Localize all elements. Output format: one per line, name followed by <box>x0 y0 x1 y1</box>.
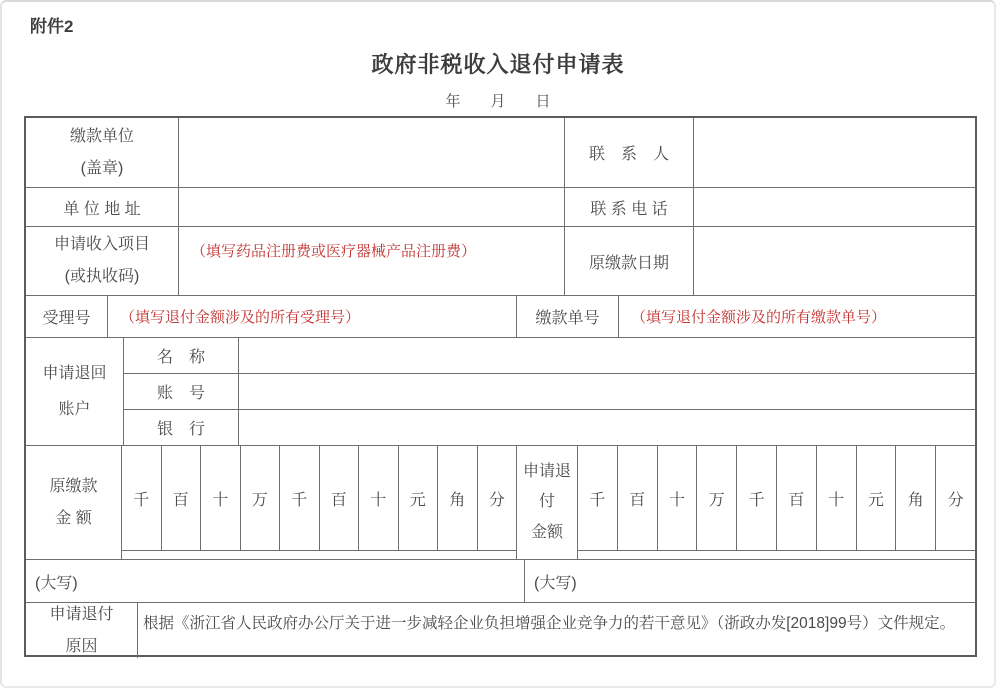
original-amount-digit-grid <box>122 446 517 559</box>
unit-address-label: 单 位 地 址 <box>26 188 179 226</box>
original-amount-label: 原缴款 金 额 <box>26 446 122 559</box>
row-refund-reason <box>26 603 975 658</box>
contact-person-value[interactable] <box>694 118 975 187</box>
refund-amount-label: 申请退 付 金额 <box>517 446 578 559</box>
original-amount-digit-yuan: 元 <box>399 446 439 550</box>
refund-amount-digit-bai1: 百 <box>618 446 658 550</box>
attachment-label: 附件2 <box>30 17 74 36</box>
original-amount-digit-bai2: 百 <box>320 446 360 550</box>
refund-amount-digit-grid <box>578 446 975 559</box>
account-number-value[interactable] <box>239 374 975 409</box>
original-amount-words[interactable]: (大写) <box>26 560 525 602</box>
account-number-label: 账 号 <box>124 374 239 409</box>
refund-amount-digit-yuan: 元 <box>857 446 897 550</box>
original-amount-digit-jiao: 角 <box>438 446 478 550</box>
original-amount-digit-shi2: 十 <box>359 446 399 550</box>
row-payer-unit <box>26 118 975 188</box>
row-income-item <box>26 227 975 296</box>
refund-amount-digit-bai2: 百 <box>777 446 817 550</box>
page-title: 政府非税收入退付申请表 <box>371 52 625 77</box>
payment-doc-no-hint[interactable]: （填写退付金额涉及的所有缴款单号） <box>631 309 887 326</box>
original-amount-digit-wan: 万 <box>241 446 281 550</box>
acceptance-no-label: 受理号 <box>26 296 108 337</box>
refund-application-table <box>24 116 977 657</box>
payer-unit-value[interactable] <box>179 118 565 187</box>
refund-amount-digit-qian1: 千 <box>578 446 618 550</box>
original-amount-digit-qian1: 千 <box>122 446 162 550</box>
refund-amount-digit-shi1: 十 <box>658 446 698 550</box>
refund-reason-label: 申请退付 原因 <box>26 603 138 658</box>
refund-account-label: 申请退回 账户 <box>26 338 124 445</box>
account-bank-value[interactable] <box>239 410 975 445</box>
income-item-hint[interactable]: （填写药品注册费或医疗器械产品注册费） <box>179 227 565 295</box>
contact-phone-label: 联 系 电 话 <box>565 188 694 226</box>
account-name-value[interactable] <box>239 338 975 373</box>
original-payment-date-label: 原缴款日期 <box>565 227 694 295</box>
refund-amount-digit-shi2: 十 <box>817 446 857 550</box>
refund-reason-text: 根据《浙江省人民政府办公厅关于进一步减轻企业负担增强企业竞争力的若干意见》（浙政办发[2018]99号）文件规定。 <box>143 615 956 632</box>
original-payment-date-value[interactable] <box>694 227 975 295</box>
refund-amount-digit-fen: 分 <box>947 491 964 509</box>
refund-amount-digit-wan: 万 <box>697 446 737 550</box>
row-refund-account <box>26 338 975 446</box>
original-amount-digit-qian2: 千 <box>280 446 320 550</box>
unit-address-value[interactable] <box>179 188 565 226</box>
contact-person-label: 联 系 人 <box>565 118 694 187</box>
refund-amount-digit-qian2: 千 <box>737 446 777 550</box>
acceptance-no-hint[interactable]: （填写退付金额涉及的所有受理号） <box>108 296 517 337</box>
payer-unit-label: 缴款单位 (盖章) <box>26 118 179 187</box>
refund-account-bank-row <box>124 410 975 445</box>
original-amount-digit-bai1: 百 <box>162 446 202 550</box>
payment-doc-no-label: 缴款单号 <box>517 296 619 337</box>
refund-account-number-row <box>124 374 975 410</box>
refund-account-name-row <box>124 338 975 374</box>
refund-amount-words[interactable]: (大写) <box>534 574 577 592</box>
date-line: 年 月 日 <box>445 93 551 110</box>
refund-amount-digit-jiao: 角 <box>896 446 936 550</box>
account-name-label: 名 称 <box>124 338 239 373</box>
row-acceptance-no <box>26 296 975 338</box>
original-amount-digit-fen: 分 <box>488 491 505 509</box>
row-amount-words <box>26 560 975 603</box>
contact-phone-value[interactable] <box>694 188 975 226</box>
income-item-label: 申请收入项目 (或执收码) <box>26 227 179 295</box>
row-amounts <box>26 446 975 560</box>
row-unit-address <box>26 188 975 227</box>
original-amount-digit-shi1: 十 <box>201 446 241 550</box>
account-bank-label: 银 行 <box>124 410 239 445</box>
